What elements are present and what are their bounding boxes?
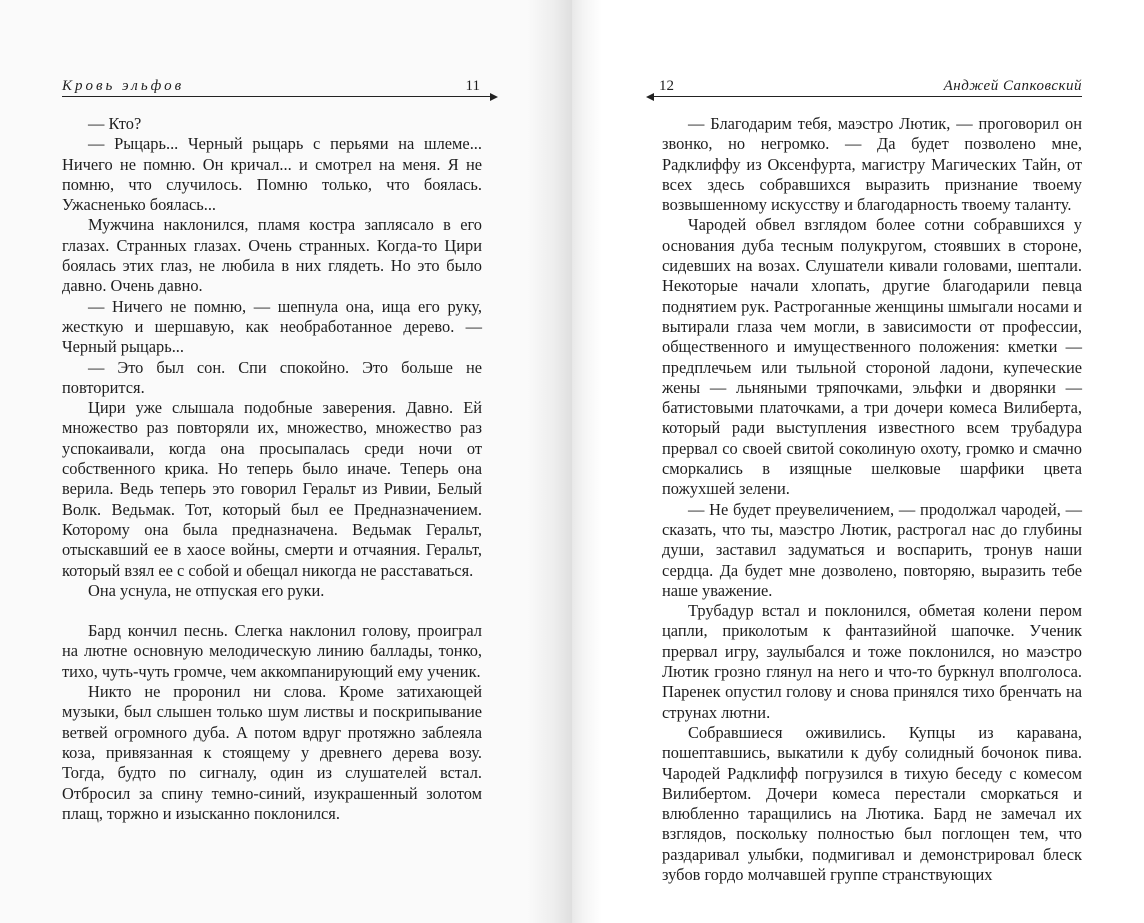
header-rule	[654, 96, 1082, 97]
paragraph: Цири уже слышала подобные заверения. Давно. Ей множество раз повторяли их, множество, множество раз успокаивали, когда она просыпалась среди ночи от собственного крика. Но теперь было иначе. Теперь она верила. Ведь теперь это говорил Геральт из Ривии, Белый Волк. Ведьмак. Тот, который был ее Предназначением. Которому она была предназначена. Ведьмак Геральт, отыскавший ее в хаосе войны, смерти и отчаяния. Геральт, который взял ее с собой и обещал никогда не расставаться.	[62, 398, 482, 580]
header-arrow	[490, 93, 498, 101]
paragraph: — Не будет преувеличением, — продолжал чародей, — сказать, что ты, маэстро Лютик, растрогал нас до глубины души, заставил задуматься и воспарить, тронув наши сердца. Да будет мне дозволено, повторяю, выразить тебе наше уважение.	[662, 499, 1082, 600]
running-title: Кровь эльфов	[62, 78, 185, 94]
paragraph: — Благодарим тебя, маэстро Лютик, — проговорил он звонко, но негромко. — Да будет позволено мне, Радклиффу из Оксенфурта, магистру Магических Тайн, от всех здесь собравшихся выразить признание твоему возвышенному искусству и благодарность твоему таланту.	[662, 114, 1082, 215]
paragraph: — Это был сон. Спи спокойно. Это больше не повторится.	[62, 357, 482, 397]
running-head	[659, 76, 1082, 96]
paragraph: Никто не проронил ни слова. Кроме затихающей музыки, был слышен только шум листвы и поскрипывание ветвей огромного дуба. А потом вдруг протяжно заблеяла коза, привязанная к стоящему у древнего дерева возу. Тогда, будто по сигналу, один из слушателей встал. Отбросил за спину темно-синий, изукрашенный золотом плащ, торжно и изысканно поклонился.	[62, 682, 482, 823]
page-body	[662, 114, 1082, 885]
page-number: 11	[465, 78, 480, 94]
gutter-shadow	[572, 0, 602, 923]
paragraph: — Кто?	[88, 114, 142, 133]
paragraph: Она уснула, не отпуская его руки.	[88, 580, 325, 600]
paragraph: Трубадур встал и поклонился, обметая колени пером цапли, приколотым к фантазийной шапочке. Ученик прервал игру, заулыбался и тоже поклонился, но маэстро Лютик грозно глянул на него и что-то буркнул вполголоса. Паренек опустил голову и снова принялся тихо бренчать на струнах лютни.	[662, 601, 1082, 722]
page-body	[62, 114, 482, 824]
header-arrow	[646, 93, 654, 101]
right-page	[572, 0, 1144, 923]
paragraph: Собравшиеся оживились. Купцы из каравана, пошептавшись, выкатили к дубу солидный бочонок пива. Чародей Радклифф погрузился в тихую беседу с комесом Вилибертом. Дочери комеса перестали сморкаться и влюбленно таращились на Лютика. Бард не замечал их взглядов, поскольку полностью был поглощен тем, что раздаривал улыбки, подмигивал и демонстрировал блеск зубов гордо молчавшей группе странствующих	[662, 722, 1082, 884]
header-rule	[62, 96, 490, 97]
running-title: Анджей Сапковский	[943, 78, 1082, 94]
paragraph: Чародей обвел взглядом более сотни собравшихся у основания дуба тесным полукругом, стоявших в стороне, сидевших на возах. Слушатели кивали головами, шептали. Некоторые начали хлопать, другие благодарили певца поднятием рук. Растроганные женщины шмыгали носами и вытирали глаза чем могли, в зависимости от профессии, общественного и имущественного положения: кметки — предплечьем или тыльной стороной ладони, купеческие жены — льняными тряпочками, эльфки и дворянки — батистовыми платочками, а три дочери комеса Вилиберта, который ради выступления известного всем трубадура прервал со своей свитой соколиную охоту, громко и смачно сморкались в изящные шелковые шарфики цвета пожухшей зелени.	[662, 215, 1082, 499]
paragraph: — Ничего не помню, — шепнула она, ища его руку, жесткую и шершавую, как необработанное дерево. — Черный рыцарь...	[62, 296, 482, 357]
paragraph: — Рыцарь... Черный рыцарь с перьями на шлеме... Ничего не помню. Он кричал... и смотрел на меня. Я не помню, что случилось. Помню только, что боялась. Ужасненько боялась...	[62, 134, 482, 215]
page-number: 12	[659, 78, 674, 94]
paragraph: Мужчина наклонился, пламя костра заплясало в его глазах. Странных глазах. Очень странных. Когда-то Цири боялась этих глаз, не любила в них глядеть. Но это было давно. Очень давно.	[62, 215, 482, 296]
running-head	[62, 76, 482, 96]
gutter-shadow	[527, 0, 572, 923]
paragraph: Бард кончил песнь. Слегка наклонил голову, проиграл на лютне основную мелодическую линию баллады, тонко, тихо, чуть-чуть громче, чем аккомпанирующий ему ученик.	[62, 621, 482, 681]
